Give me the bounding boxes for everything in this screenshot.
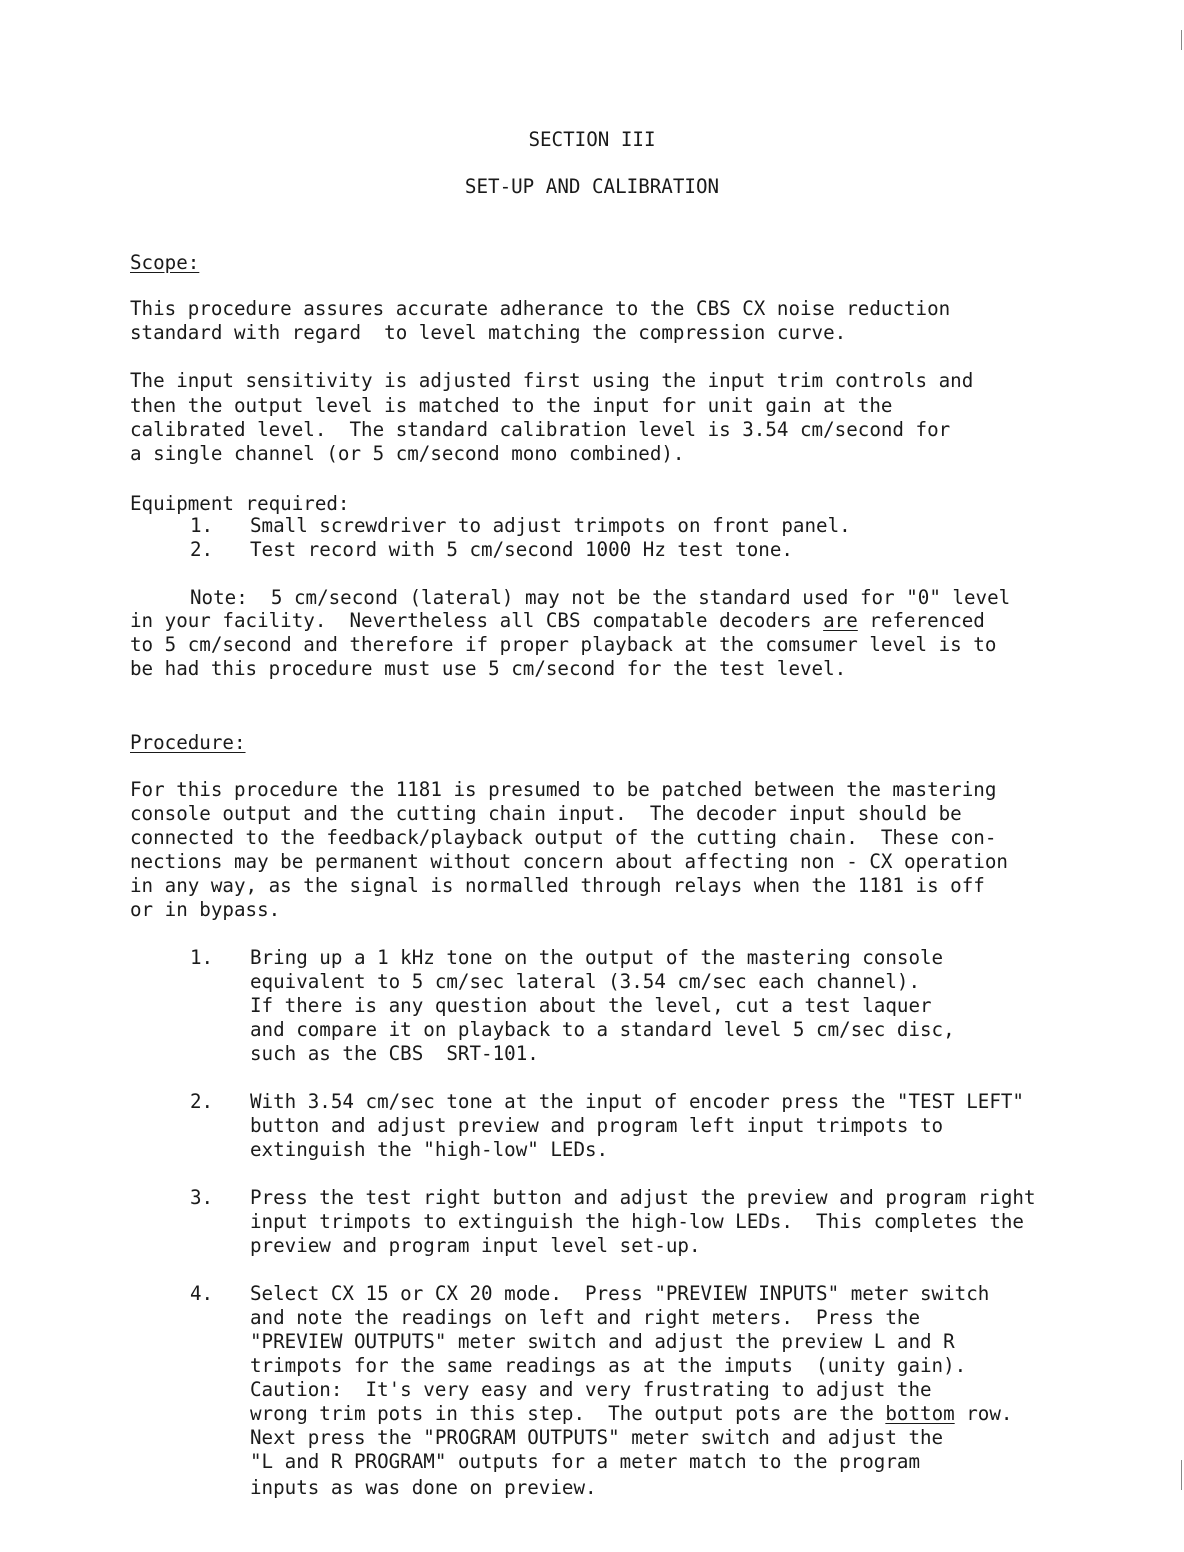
- step-line: Bring up a 1 kHz tone on the output of the mastering console: [250, 946, 944, 969]
- scope-para2-line: then the output level is matched to the input for unit gain at the: [130, 394, 893, 417]
- step-line: "PREVIEW OUTPUTS" meter switch and adjust the preview L and R: [250, 1330, 955, 1353]
- step-line: preview and program input level set-up.: [250, 1234, 701, 1257]
- equipment-item-number: 2.: [190, 538, 214, 561]
- equipment-heading: Equipment required:: [130, 492, 350, 515]
- scope-para1-line: This procedure assures accurate adherance to the CBS CX noise reduction: [130, 297, 951, 320]
- note-line: be had this procedure must use 5 cm/second for the test level.: [130, 657, 847, 680]
- procedure-intro-line: For this procedure the 1181 is presumed to be patched between the mastering: [130, 778, 997, 801]
- step-line: and compare it on playback to a standard level 5 cm/sec disc,: [250, 1018, 955, 1041]
- step-line: equivalent to 5 cm/sec lateral (3.54 cm/sec each channel).: [250, 970, 921, 993]
- step-line: input trimpots to extinguish the high-low LEDs. This completes the: [250, 1210, 1024, 1233]
- scan-edge-mark: [1181, 1460, 1182, 1490]
- step-line: Select CX 15 or CX 20 mode. Press "PREVIEW INPUTS" meter switch: [250, 1282, 990, 1305]
- procedure-intro-line: in any way, as the signal is normalled through relays when the 1181 is off: [130, 874, 985, 897]
- step-line: With 3.54 cm/sec tone at the input of encoder press the "TEST LEFT": [250, 1090, 1024, 1113]
- scope-para1-line: standard with regard to level matching the compression curve.: [130, 321, 847, 344]
- note-line: to 5 cm/second and therefore if proper playback at the comsumer level is to: [130, 633, 997, 656]
- equipment-item-text: Small screwdriver to adjust trimpots on front panel.: [250, 514, 851, 537]
- step-number: 3.: [190, 1186, 214, 1209]
- scope-para2-line: a single channel (or 5 cm/second mono combined).: [130, 442, 685, 465]
- step-line: [250, 1402, 1012, 1426]
- scan-edge-mark: [1181, 30, 1182, 50]
- step-line: button and adjust preview and program left input trimpots to: [250, 1114, 944, 1137]
- scope-heading: Scope:: [130, 251, 200, 274]
- step-text: row.: [954, 1402, 1013, 1425]
- underlined-word: bottom: [885, 1402, 955, 1425]
- note-line: Note: 5 cm/second (lateral) may not be the standard used for "0" level: [190, 586, 1011, 609]
- step-line: If there is any question about the level, cut a test laquer: [250, 994, 932, 1017]
- step-line: extinguish the "high-low" LEDs.: [250, 1138, 609, 1161]
- note-line: [130, 609, 985, 633]
- step-line: trimpots for the same readings as at the imputs (unity gain).: [250, 1354, 967, 1377]
- step-line: such as the CBS SRT-101.: [250, 1042, 539, 1065]
- equipment-item-text: Test record with 5 cm/second 1000 Hz test tone.: [250, 538, 793, 561]
- step-line: Caution: It's very easy and very frustrating to adjust the: [250, 1378, 932, 1401]
- section-number: SECTION III: [528, 128, 656, 151]
- step-line: Next press the "PROGRAM OUTPUTS" meter switch and adjust the: [250, 1426, 944, 1449]
- procedure-intro-line: nections may be permanent without concern about affecting non - CX operation: [130, 850, 1008, 873]
- procedure-intro-line: or in bypass.: [130, 898, 281, 921]
- procedure-intro-line: connected to the feedback/playback output of the cutting chain. These con-: [130, 826, 997, 849]
- step-number: 4.: [190, 1282, 214, 1305]
- step-line: inputs as was done on preview.: [250, 1476, 597, 1499]
- equipment-item-number: 1.: [190, 514, 214, 537]
- step-line: Press the test right button and adjust the preview and program right: [250, 1186, 1036, 1209]
- underlined-word: are: [823, 609, 858, 632]
- step-number: 2.: [190, 1090, 214, 1113]
- procedure-heading: Procedure:: [130, 731, 246, 754]
- step-line: and note the readings on left and right meters. Press the: [250, 1306, 921, 1329]
- step-text: wrong trim pots in this step. The output pots are the: [250, 1402, 886, 1425]
- step-line: "L and R PROGRAM" outputs for a meter match to the program: [250, 1450, 921, 1473]
- scope-para2-line: calibrated level. The standard calibration level is 3.54 cm/second for: [130, 418, 951, 441]
- section-title: SET-UP AND CALIBRATION: [464, 175, 720, 198]
- note-text: in your facility. Nevertheless all CBS compatable decoders: [130, 609, 824, 632]
- scope-para2-line: The input sensitivity is adjusted first using the input trim controls and: [130, 369, 974, 392]
- step-number: 1.: [190, 946, 214, 969]
- note-text: referenced: [857, 609, 985, 632]
- procedure-intro-line: console output and the cutting chain input. The decoder input should be: [130, 802, 962, 825]
